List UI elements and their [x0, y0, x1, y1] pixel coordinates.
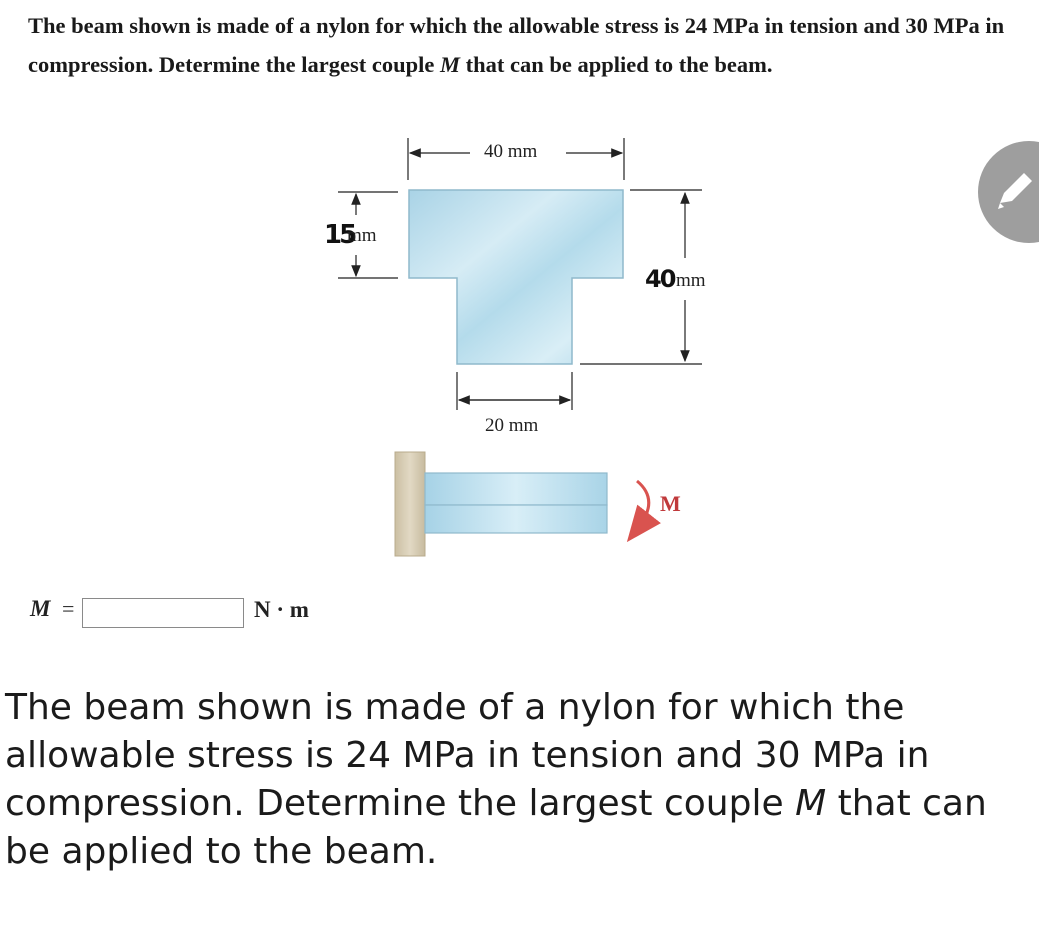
question-header-text-2: that can be applied to the beam.: [460, 52, 773, 77]
beam-side-web: [425, 505, 607, 533]
t-section-shape: [409, 190, 623, 364]
beam-side-flange: [425, 473, 607, 505]
question-body-var: M: [795, 783, 827, 824]
depth-handwritten-value: 40: [645, 265, 675, 293]
question-header-text-1: The beam shown is made of a nylon for which the allowable stress is 24 MPa in tension and 30 MPa in compression. Determine the largest couple: [28, 13, 1005, 77]
question-body-text-2: that can be applied to the beam.: [5, 783, 987, 872]
question-header-var: M: [440, 52, 461, 77]
answer-input[interactable]: [82, 598, 244, 628]
answer-unit: N · m: [254, 597, 309, 622]
moment-arrow: [637, 481, 649, 528]
bottom-width-label: 20 mm: [485, 415, 539, 436]
depth-unit: mm: [676, 270, 706, 291]
top-width-label: 40 mm: [484, 141, 538, 162]
moment-label: M: [660, 491, 681, 516]
flange-unit: mm: [347, 225, 377, 246]
answer-equals: =: [62, 596, 75, 621]
flange-handwritten-value: 15: [324, 220, 355, 250]
question-body-text-1: The beam shown is made of a nylon for which the allowable stress is 24 MPa in tension and 30 MPa in compression. Determine the largest couple: [5, 687, 930, 824]
answer-variable: M: [30, 596, 51, 621]
wall-support: [395, 452, 425, 556]
pencil-icon: [994, 171, 1034, 211]
question-body: [5, 684, 1030, 876]
